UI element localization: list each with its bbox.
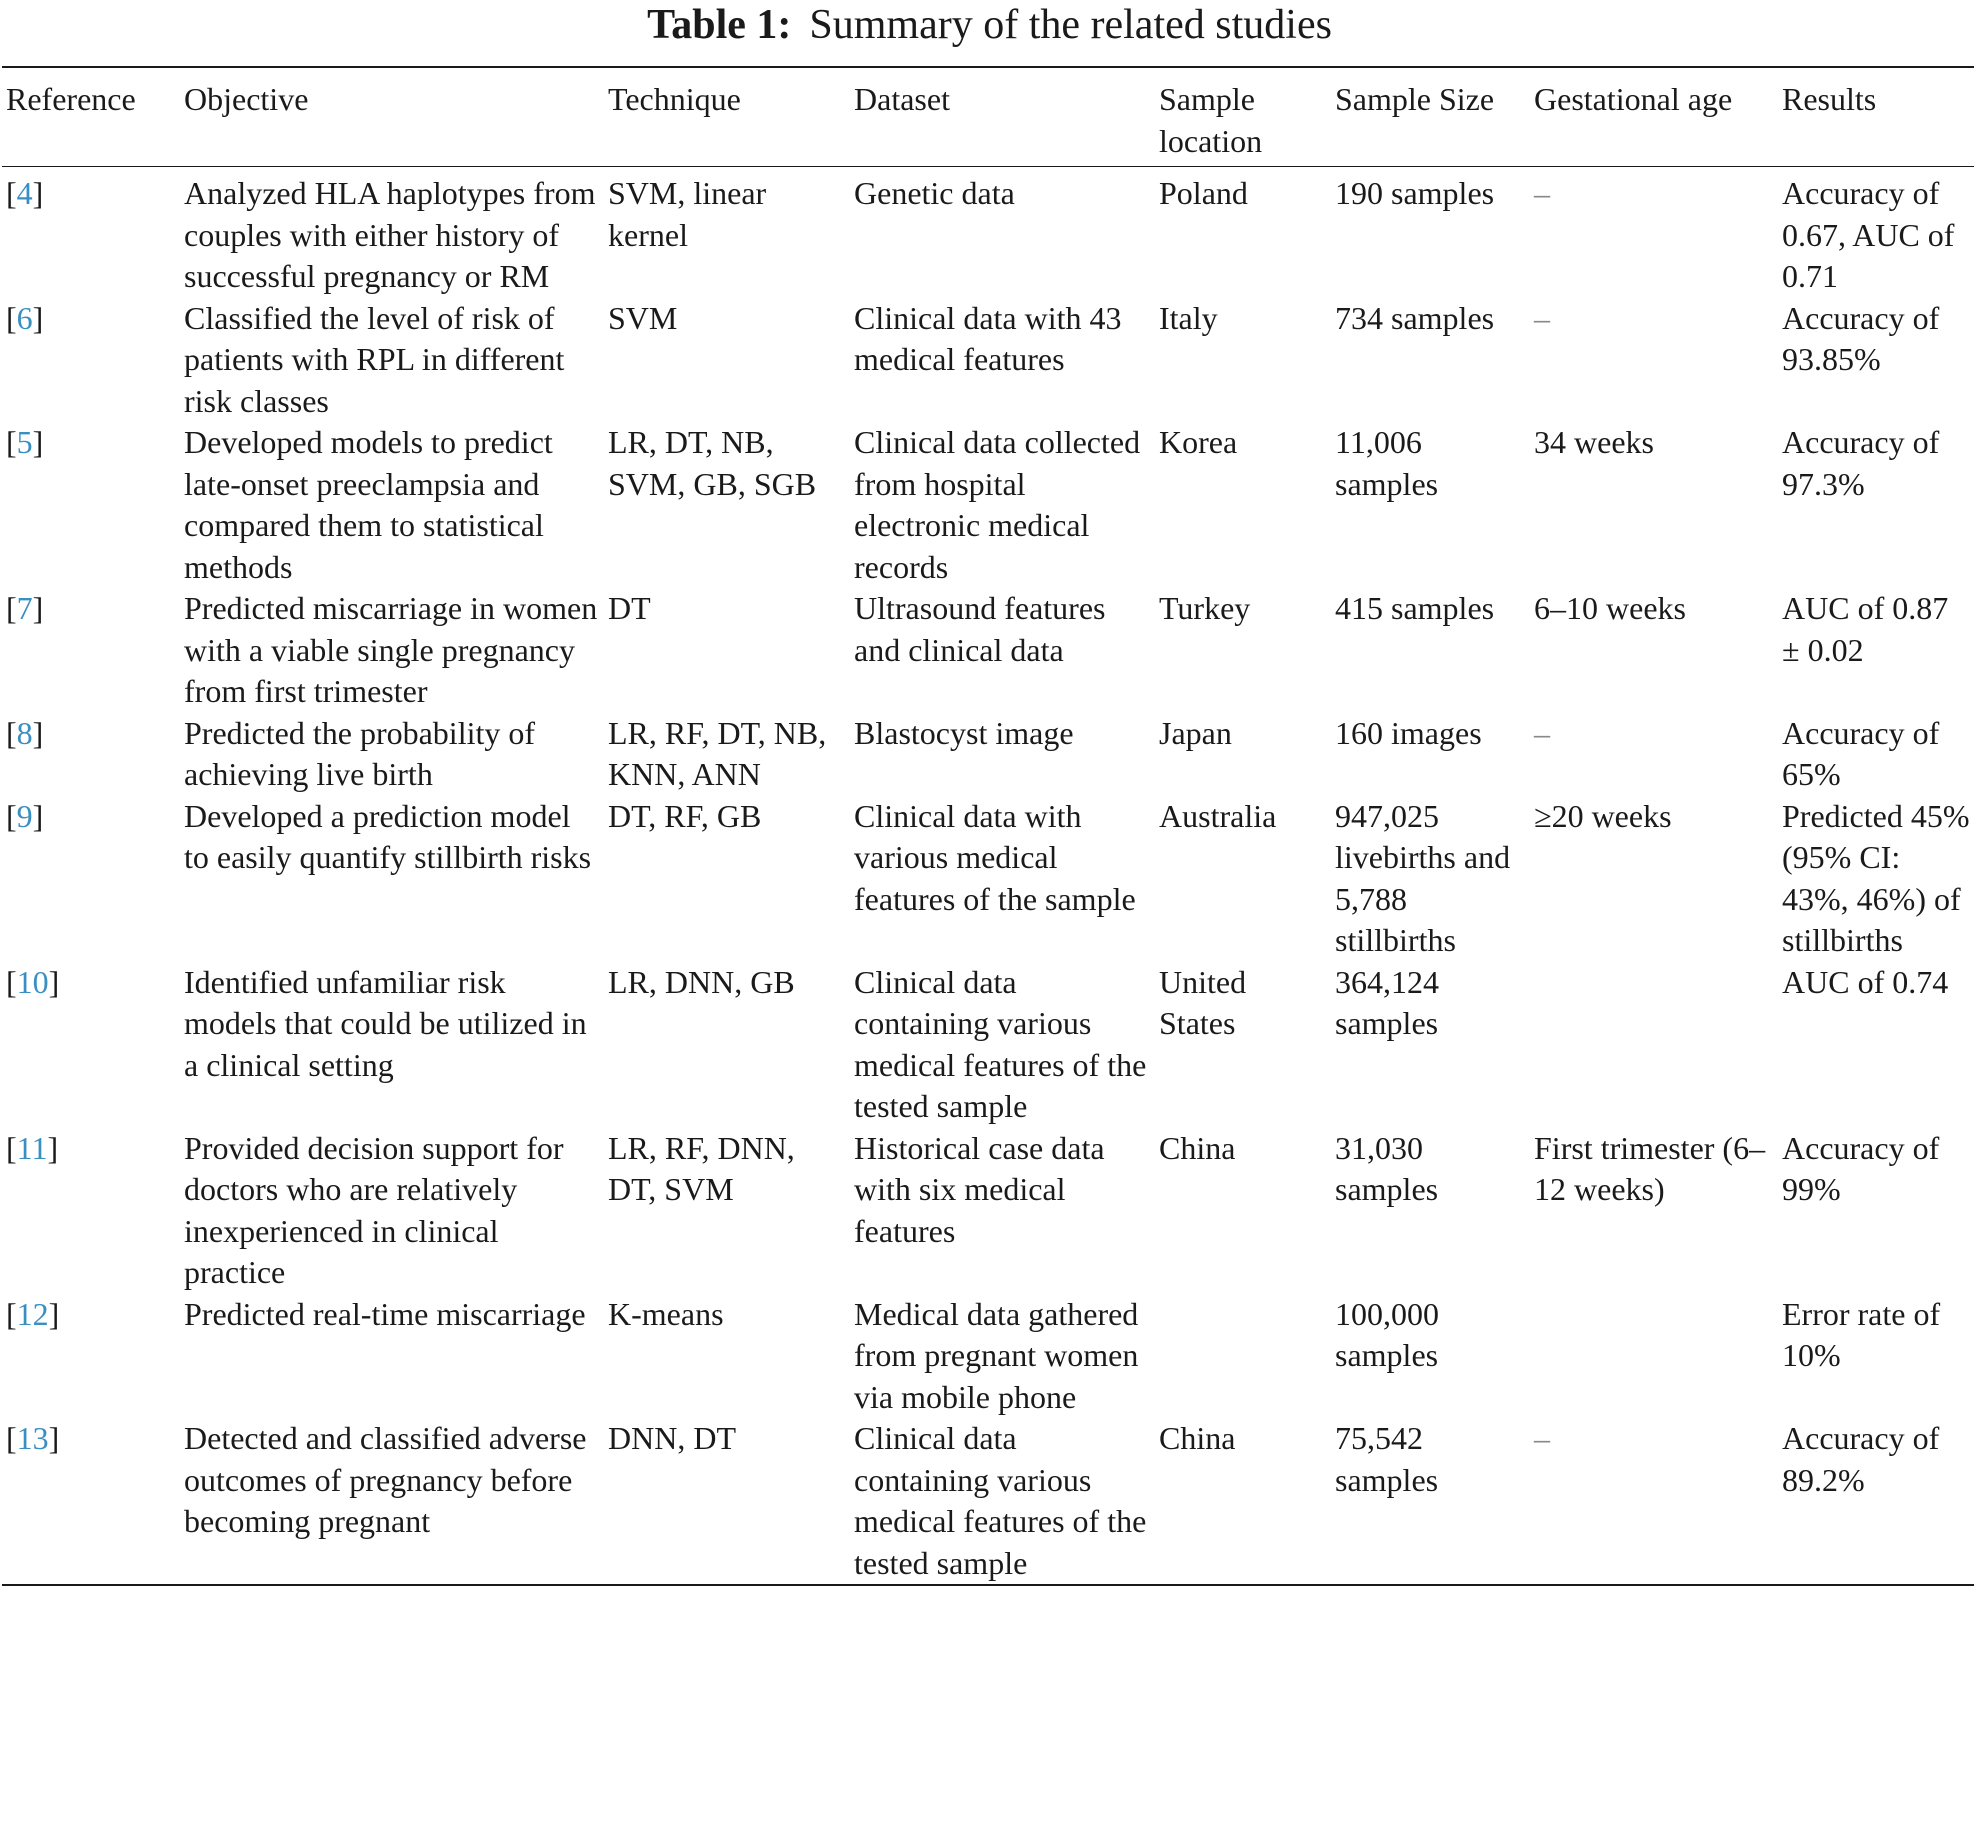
- results-text: Accuracy of 99%: [1782, 1129, 1940, 1207]
- results-cell: [1778, 588, 1974, 713]
- table-row: [2, 298, 1974, 423]
- table-row: [2, 422, 1974, 588]
- location-cell: [1155, 298, 1331, 423]
- technique-text: LR, RF, DT, NB, KNN, ANN: [608, 714, 827, 792]
- results-cell: [1778, 1418, 1974, 1585]
- technique-cell: [604, 713, 850, 796]
- sample-size-cell: [1331, 167, 1530, 298]
- technique-text: LR, DT, NB, SVM, GB, SGB: [608, 424, 817, 502]
- reference-cell: [5]: [6, 424, 44, 460]
- results-cell: [1778, 962, 1974, 1128]
- reference-link[interactable]: 11: [16, 1129, 48, 1166]
- objective-cell: [180, 1128, 604, 1294]
- dataset-cell: [850, 1418, 1155, 1585]
- gestational-age-cell: [1530, 796, 1778, 962]
- dataset-text: Medical data gathered from pregnant women via mobile phone: [854, 1295, 1139, 1415]
- dataset-text: Clinical data collected from hospital electronic medical records: [854, 424, 1141, 585]
- reference-cell: [12]: [6, 1295, 60, 1332]
- location-text: China: [1159, 1420, 1236, 1456]
- objective-text: Predicted the probability of achieving live birth: [184, 714, 536, 792]
- dataset-cell: [850, 588, 1155, 713]
- sample-size-text: 11,006 samples: [1335, 424, 1439, 502]
- sample-size-text: 190 samples: [1335, 175, 1495, 211]
- technique-text: LR, RF, DNN, DT, SVM: [608, 1129, 795, 1207]
- results-cell: [1778, 167, 1974, 298]
- table-caption: [0, 0, 1979, 54]
- related-studies-table: [2, 66, 1974, 1586]
- dataset-text: Clinical data containing various medical features of the tested sample: [854, 1420, 1147, 1581]
- reference-cell: [13]: [6, 1420, 60, 1456]
- gestational-age-cell: [1530, 167, 1778, 298]
- dataset-cell: [850, 962, 1155, 1128]
- results-cell: [1778, 1128, 1974, 1294]
- technique-cell: [604, 298, 850, 423]
- objective-cell: [180, 298, 604, 423]
- gestational-age-cell: [1530, 713, 1778, 796]
- sample-size-text: 734 samples: [1335, 299, 1495, 336]
- location-text: Korea: [1159, 424, 1238, 460]
- technique-text: LR, DNN, GB: [608, 963, 795, 1000]
- location-cell: [1155, 1294, 1331, 1419]
- location-text: Japan: [1159, 714, 1232, 751]
- results-cell: [1778, 796, 1974, 962]
- technique-cell: [604, 962, 850, 1128]
- column-header-objective: Objective: [184, 81, 309, 117]
- results-cell: [1778, 1294, 1974, 1419]
- dataset-text: Clinical data with various medical features of the sample: [854, 797, 1136, 917]
- dataset-text: Clinical data with 43 medical features: [854, 299, 1122, 377]
- reference-link[interactable]: 12: [16, 1295, 49, 1332]
- reference-cell: [10]: [6, 963, 60, 1000]
- column-header-sample-size: Sample Size: [1335, 81, 1495, 117]
- sample-size-text: 100,000 samples: [1335, 1295, 1439, 1373]
- table-row: [2, 1128, 1974, 1294]
- table-caption-title: Summary of the related studies: [809, 2, 1332, 48]
- dataset-cell: [850, 298, 1155, 423]
- gestational-age-cell: [1530, 422, 1778, 588]
- column-header-sample-location: Sample location: [1159, 81, 1263, 159]
- objective-cell: [180, 962, 604, 1128]
- table-body: [2, 167, 1974, 1586]
- results-cell: [1778, 298, 1974, 423]
- objective-text: Classified the level of risk of patients with RPL in different risk classes: [184, 299, 565, 419]
- table-row: [2, 713, 1974, 796]
- table-row: [2, 962, 1974, 1128]
- table-row: [2, 796, 1974, 962]
- gestational-age-cell: [1530, 1128, 1778, 1294]
- dataset-cell: [850, 422, 1155, 588]
- sample-size-cell: [1331, 298, 1530, 423]
- dataset-text: Clinical data containing various medical features of the tested sample: [854, 963, 1147, 1124]
- gestational-age-cell: [1530, 1418, 1778, 1585]
- technique-text: SVM, linear kernel: [608, 175, 767, 253]
- location-cell: [1155, 713, 1331, 796]
- results-text: Accuracy of 97.3%: [1782, 424, 1940, 502]
- objective-text: Provided decision support for doctors who are relatively inexperienced in clinical practice: [184, 1129, 564, 1290]
- technique-cell: [604, 796, 850, 962]
- technique-cell: [604, 1418, 850, 1585]
- reference-cell: [6]: [6, 299, 44, 336]
- gestational-age-text: 6–10 weeks: [1534, 590, 1686, 626]
- dataset-text: Genetic data: [854, 175, 1015, 211]
- dataset-cell: [850, 1294, 1155, 1419]
- reference-cell: [9]: [6, 797, 44, 834]
- location-text: United States: [1159, 963, 1247, 1041]
- results-text: Error rate of 10%: [1782, 1295, 1941, 1373]
- table-caption-label: Table 1:: [647, 2, 792, 48]
- gestational-age-cell: [1530, 298, 1778, 423]
- reference-link[interactable]: 5: [16, 424, 33, 460]
- technique-text: DT, RF, GB: [608, 797, 762, 834]
- technique-text: K-means: [608, 1295, 724, 1332]
- objective-cell: [180, 713, 604, 796]
- dataset-cell: [850, 796, 1155, 962]
- dataset-cell: [850, 167, 1155, 298]
- technique-text: DT: [608, 590, 651, 626]
- reference-cell: [4]: [6, 175, 44, 211]
- results-text: Accuracy of 89.2%: [1782, 1420, 1940, 1498]
- gestational-age-text: –: [1534, 1420, 1550, 1456]
- reference-link[interactable]: 8: [16, 714, 33, 751]
- sample-size-cell: [1331, 1128, 1530, 1294]
- reference-cell: [7]: [6, 590, 44, 626]
- location-text: Turkey: [1159, 590, 1251, 626]
- column-header-technique: Technique: [608, 81, 741, 117]
- objective-cell: [180, 167, 604, 298]
- technique-cell: [604, 167, 850, 298]
- location-text: Italy: [1159, 299, 1218, 336]
- column-header-gestational-age: Gestational age: [1534, 81, 1733, 117]
- dataset-cell: [850, 713, 1155, 796]
- location-cell: [1155, 1128, 1331, 1294]
- results-cell: [1778, 713, 1974, 796]
- location-cell: [1155, 422, 1331, 588]
- location-cell: [1155, 796, 1331, 962]
- location-text: China: [1159, 1129, 1236, 1166]
- reference-link[interactable]: 6: [16, 299, 33, 336]
- table-row: [2, 1418, 1974, 1585]
- sample-size-text: 947,025 livebirths and 5,788 stillbirths: [1335, 797, 1511, 958]
- gestational-age-text: –: [1534, 175, 1550, 211]
- location-cell: [1155, 167, 1331, 298]
- technique-text: SVM: [608, 299, 678, 336]
- gestational-age-text: ≥20 weeks: [1534, 797, 1672, 834]
- results-text: Accuracy of 93.85%: [1782, 299, 1940, 377]
- objective-text: Predicted real-time miscarriage: [184, 1295, 586, 1332]
- results-text: AUC of 0.74: [1782, 963, 1949, 1000]
- sample-size-cell: [1331, 1294, 1530, 1419]
- column-header-reference: Reference: [6, 81, 136, 117]
- sample-size-text: 160 images: [1335, 714, 1482, 751]
- sample-size-text: 415 samples: [1335, 590, 1495, 626]
- objective-cell: [180, 1294, 604, 1419]
- results-text: Accuracy of 0.67, AUC of 0.71: [1782, 175, 1955, 294]
- objective-text: Developed models to predict late-onset preeclampsia and compared them to statistical methods: [184, 424, 553, 585]
- location-cell: [1155, 962, 1331, 1128]
- reference-cell: [8]: [6, 714, 44, 751]
- results-text: AUC of 0.87 ± 0.02: [1782, 590, 1949, 668]
- reference-link[interactable]: 4: [16, 175, 33, 211]
- objective-text: Detected and classified adverse outcomes of pregnancy before becoming pregnant: [184, 1420, 587, 1539]
- dataset-text: Blastocyst image: [854, 714, 1074, 751]
- gestational-age-text: –: [1534, 714, 1550, 751]
- reference-link[interactable]: 9: [16, 797, 33, 834]
- location-text: Australia: [1159, 797, 1277, 834]
- objective-cell: [180, 1418, 604, 1585]
- sample-size-cell: [1331, 796, 1530, 962]
- table-row: [2, 1294, 1974, 1419]
- results-cell: [1778, 422, 1974, 588]
- gestational-age-cell: [1530, 588, 1778, 713]
- objective-text: Analyzed HLA haplotypes from couples with either history of successful pregnancy or RM: [184, 175, 596, 294]
- reference-cell: [11]: [6, 1129, 59, 1166]
- location-text: Poland: [1159, 175, 1248, 211]
- sample-size-text: 31,030 samples: [1335, 1129, 1439, 1207]
- technique-text: DNN, DT: [608, 1420, 736, 1456]
- gestational-age-text: 34 weeks: [1534, 424, 1654, 460]
- dataset-text: Historical case data with six medical features: [854, 1129, 1105, 1249]
- sample-size-cell: [1331, 962, 1530, 1128]
- results-text: Accuracy of 65%: [1782, 714, 1940, 792]
- objective-text: Developed a prediction model to easily quantify stillbirth risks: [184, 797, 592, 875]
- reference-link[interactable]: 10: [16, 963, 49, 1000]
- results-text: Predicted 45% (95% CI: 43%, 46%) of stillbirths: [1782, 797, 1970, 958]
- gestational-age-cell: [1530, 962, 1778, 1128]
- technique-cell: [604, 1128, 850, 1294]
- dataset-cell: [850, 1128, 1155, 1294]
- column-header-results: Results: [1782, 81, 1877, 117]
- gestational-age-text: First trimester (6–12 weeks): [1534, 1129, 1766, 1207]
- gestational-age-text: –: [1534, 299, 1550, 336]
- sample-size-text: 364,124 samples: [1335, 963, 1439, 1041]
- sample-size-cell: [1331, 1418, 1530, 1585]
- table-row: [2, 167, 1974, 298]
- objective-cell: [180, 588, 604, 713]
- location-cell: [1155, 588, 1331, 713]
- table-row: [2, 588, 1974, 713]
- reference-link[interactable]: 7: [16, 590, 33, 626]
- technique-cell: [604, 588, 850, 713]
- objective-text: Identified unfamiliar risk models that could be utilized in a clinical setting: [184, 963, 587, 1083]
- objective-text: Predicted miscarriage in women with a viable single pregnancy from first trimester: [184, 590, 598, 709]
- objective-cell: [180, 796, 604, 962]
- objective-cell: [180, 422, 604, 588]
- column-header-dataset: Dataset: [854, 81, 950, 117]
- dataset-text: Ultrasound features and clinical data: [854, 590, 1106, 668]
- location-cell: [1155, 1418, 1331, 1585]
- sample-size-cell: [1331, 588, 1530, 713]
- gestational-age-cell: [1530, 1294, 1778, 1419]
- sample-size-text: 75,542 samples: [1335, 1420, 1439, 1498]
- sample-size-cell: [1331, 713, 1530, 796]
- technique-cell: [604, 422, 850, 588]
- reference-link[interactable]: 13: [16, 1420, 49, 1456]
- technique-cell: [604, 1294, 850, 1419]
- sample-size-cell: [1331, 422, 1530, 588]
- table-header-row: [2, 67, 1974, 167]
